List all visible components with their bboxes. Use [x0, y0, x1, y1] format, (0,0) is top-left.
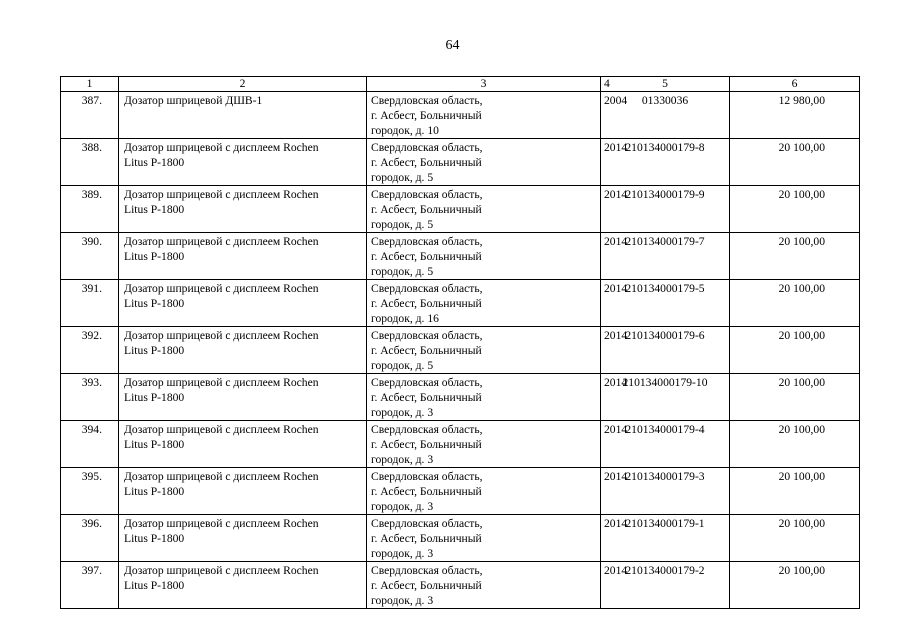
table-row: 394. Дозатор шприцевой с дисплеем Rochen Litus P-1800 Свердловская область, г. Асбест, Больничный городок, д. 3 2014 210134000179-4 20 100,00	[61, 421, 860, 468]
item-name-line: Litus P-1800	[124, 579, 185, 592]
item-address-line: г. Асбест, Больничный	[371, 203, 482, 216]
item-name	[119, 515, 367, 562]
table-row: 393. Дозатор шприцевой с дисплеем Rochen Litus P-1800 Свердловская область, г. Асбест, Больничный городок, д. 3 2014 210134000179-10 20 100,00	[61, 374, 860, 421]
item-address-line: городок, д. 3	[371, 453, 434, 466]
item-name-line: Дозатор шприцевой с дисплеем Rochen	[124, 329, 319, 342]
row-number: 395.	[61, 468, 119, 515]
item-name-line: Дозатор шприцевой с дисплеем Rochen	[124, 423, 319, 436]
table-body	[61, 92, 860, 609]
item-address-line: г. Асбест, Больничный	[371, 250, 482, 263]
item-address-line: Свердловская область,	[371, 423, 483, 436]
row-number: 394.	[61, 421, 119, 468]
item-cost: 20 100,00	[730, 421, 860, 468]
item-name-line: Litus P-1800	[124, 203, 185, 216]
item-name	[119, 468, 367, 515]
row-number: 388.	[61, 139, 119, 186]
item-address	[367, 280, 601, 327]
table-row: 391. Дозатор шприцевой с дисплеем Rochen Litus P-1800 Свердловская область, г. Асбест, Больничный городок, д. 16 2014 210134000179-5 20 100,00	[61, 280, 860, 327]
table-row: 395. Дозатор шприцевой с дисплеем Rochen Litus P-1800 Свердловская область, г. Асбест, Больничный городок, д. 3 2014 210134000179-3 20 100,00	[61, 468, 860, 515]
item-cost: 20 100,00	[730, 280, 860, 327]
item-name	[119, 233, 367, 280]
item-inventory-number: 210134000179-2	[601, 562, 730, 609]
item-address	[367, 468, 601, 515]
item-address-line: городок, д. 3	[371, 547, 434, 560]
row-number: 391.	[61, 280, 119, 327]
row-number: 387.	[61, 92, 119, 139]
item-address	[367, 374, 601, 421]
item-address-line: г. Асбест, Больничный	[371, 109, 482, 122]
item-name-line: Дозатор шприцевой с дисплеем Rochen	[124, 517, 319, 530]
item-address-line: Свердловская область,	[371, 188, 483, 201]
header-col-3: 3	[367, 77, 601, 92]
item-name-line: Дозатор шприцевой с дисплеем Rochen	[124, 188, 319, 201]
item-name	[119, 139, 367, 186]
item-address	[367, 92, 601, 139]
row-number: 392.	[61, 327, 119, 374]
item-cost: 12 980,00	[730, 92, 860, 139]
item-inventory-number: 210134000179-8	[601, 139, 730, 186]
item-address-line: городок, д. 5	[371, 265, 434, 278]
item-inventory-number: 210134000179-6	[601, 327, 730, 374]
item-name	[119, 327, 367, 374]
item-address-line: городок, д. 3	[371, 406, 434, 419]
header-col-6: 6	[730, 77, 860, 92]
item-name-line: Дозатор шприцевой ДШВ-1	[124, 94, 263, 107]
item-address-line: Свердловская область,	[371, 94, 483, 107]
item-inventory-number: 210134000179-4	[601, 421, 730, 468]
header-col-2: 2	[119, 77, 367, 92]
item-name	[119, 280, 367, 327]
item-address	[367, 421, 601, 468]
item-address-line: г. Асбест, Больничный	[371, 344, 482, 357]
item-address-line: Свердловская область,	[371, 564, 483, 577]
item-address-line: Свердловская область,	[371, 517, 483, 530]
table-row: 392. Дозатор шприцевой с дисплеем Rochen Litus P-1800 Свердловская область, г. Асбест, Больничный городок, д. 5 2014 210134000179-6 20 100,00	[61, 327, 860, 374]
item-address	[367, 515, 601, 562]
item-name-line: Litus P-1800	[124, 156, 185, 169]
item-cost: 20 100,00	[730, 562, 860, 609]
item-inventory-number: 210134000179-7	[601, 233, 730, 280]
item-address-line: городок, д. 3	[371, 594, 434, 607]
item-cost: 20 100,00	[730, 186, 860, 233]
table-row: 388. Дозатор шприцевой с дисплеем Rochen Litus P-1800 Свердловская область, г. Асбест, Больничный городок, д. 5 2014 210134000179-8 20 100,00	[61, 139, 860, 186]
item-name-line: Litus P-1800	[124, 250, 185, 263]
item-address-line: г. Асбест, Больничный	[371, 485, 482, 498]
item-name-line: Litus P-1800	[124, 344, 185, 357]
item-cost: 20 100,00	[730, 327, 860, 374]
item-address	[367, 186, 601, 233]
item-inventory-number: 210134000179-1	[601, 515, 730, 562]
header-col-5: 5	[601, 77, 730, 92]
item-name-line: Litus P-1800	[124, 438, 185, 451]
item-cost: 20 100,00	[730, 374, 860, 421]
page-number: 64	[445, 38, 460, 53]
item-address-line: г. Асбест, Больничный	[371, 391, 482, 404]
item-address-line: городок, д. 5	[371, 359, 434, 372]
table-row: 397. Дозатор шприцевой с дисплеем Rochen Litus P-1800 Свердловская область, г. Асбест, Больничный городок, д. 3 2014 210134000179-2 20 100,00	[61, 562, 860, 609]
item-address-line: Свердловская область,	[371, 235, 483, 248]
item-address-line: городок, д. 16	[371, 312, 439, 325]
item-inventory-number: 210134000179-5	[601, 280, 730, 327]
item-address-line: г. Асбест, Больничный	[371, 297, 482, 310]
item-address	[367, 233, 601, 280]
header-row: 1 2 3 4 5 6	[61, 77, 860, 92]
item-address	[367, 327, 601, 374]
item-name-line: Litus P-1800	[124, 297, 185, 310]
item-address	[367, 139, 601, 186]
item-address	[367, 562, 601, 609]
item-inventory-number: 01330036	[601, 92, 730, 139]
item-name	[119, 186, 367, 233]
item-name-line: Дозатор шприцевой с дисплеем Rochen	[124, 141, 319, 154]
table-row: 389. Дозатор шприцевой с дисплеем Rochen Litus P-1800 Свердловская область, г. Асбест, Больничный городок, д. 5 2014 210134000179-9 20 100,00	[61, 186, 860, 233]
table-row: 387. Дозатор шприцевой ДШВ-1 Свердловская область, г. Асбест, Больничный городок, д. 10 2004 01330036 12 980,00	[61, 92, 860, 139]
item-address-line: г. Асбест, Больничный	[371, 438, 482, 451]
item-name	[119, 562, 367, 609]
item-cost: 20 100,00	[730, 515, 860, 562]
row-number: 393.	[61, 374, 119, 421]
table-row: 396. Дозатор шприцевой с дисплеем Rochen Litus P-1800 Свердловская область, г. Асбест, Больничный городок, д. 3 2014 210134000179-1 20 100,00	[61, 515, 860, 562]
item-address-line: г. Асбест, Больничный	[371, 532, 482, 545]
item-name	[119, 374, 367, 421]
item-name-line: Дозатор шприцевой с дисплеем Rochen	[124, 564, 319, 577]
item-address-line: городок, д. 5	[371, 171, 434, 184]
item-name-line: Дозатор шприцевой с дисплеем Rochen	[124, 282, 319, 295]
item-cost: 20 100,00	[730, 139, 860, 186]
property-registry-table	[60, 76, 860, 609]
item-name-line: Litus P-1800	[124, 485, 185, 498]
item-address-line: Свердловская область,	[371, 141, 483, 154]
item-address-line: Свердловская область,	[371, 470, 483, 483]
item-name-line: Litus P-1800	[124, 391, 185, 404]
item-name-line: Дозатор шприцевой с дисплеем Rochen	[124, 376, 319, 389]
item-inventory-number: 210134000179-3	[601, 468, 730, 515]
item-address-line: г. Асбест, Больничный	[371, 579, 482, 592]
item-address-line: городок, д. 5	[371, 218, 434, 231]
item-name-line: Дозатор шприцевой с дисплеем Rochen	[124, 470, 319, 483]
item-cost: 20 100,00	[730, 233, 860, 280]
item-address-line: Свердловская область,	[371, 329, 483, 342]
item-address-line: городок, д. 10	[371, 124, 439, 137]
row-number: 390.	[61, 233, 119, 280]
item-inventory-number: 210134000179-10	[601, 374, 730, 421]
header-col-1: 1	[61, 77, 119, 92]
item-address-line: г. Асбест, Больничный	[371, 156, 482, 169]
item-address-line: Свердловская область,	[371, 376, 483, 389]
item-name-line: Litus P-1800	[124, 532, 185, 545]
item-name	[119, 421, 367, 468]
row-number: 389.	[61, 186, 119, 233]
table-row: 390. Дозатор шприцевой с дисплеем Rochen Litus P-1800 Свердловская область, г. Асбест, Больничный городок, д. 5 2014 210134000179-7 20 100,00	[61, 233, 860, 280]
item-name	[119, 92, 367, 139]
item-cost: 20 100,00	[730, 468, 860, 515]
item-address-line: Свердловская область,	[371, 282, 483, 295]
item-address-line: городок, д. 3	[371, 500, 434, 513]
row-number: 397.	[61, 562, 119, 609]
row-number: 396.	[61, 515, 119, 562]
table-header	[61, 77, 860, 92]
item-inventory-number: 210134000179-9	[601, 186, 730, 233]
item-name-line: Дозатор шприцевой с дисплеем Rochen	[124, 235, 319, 248]
